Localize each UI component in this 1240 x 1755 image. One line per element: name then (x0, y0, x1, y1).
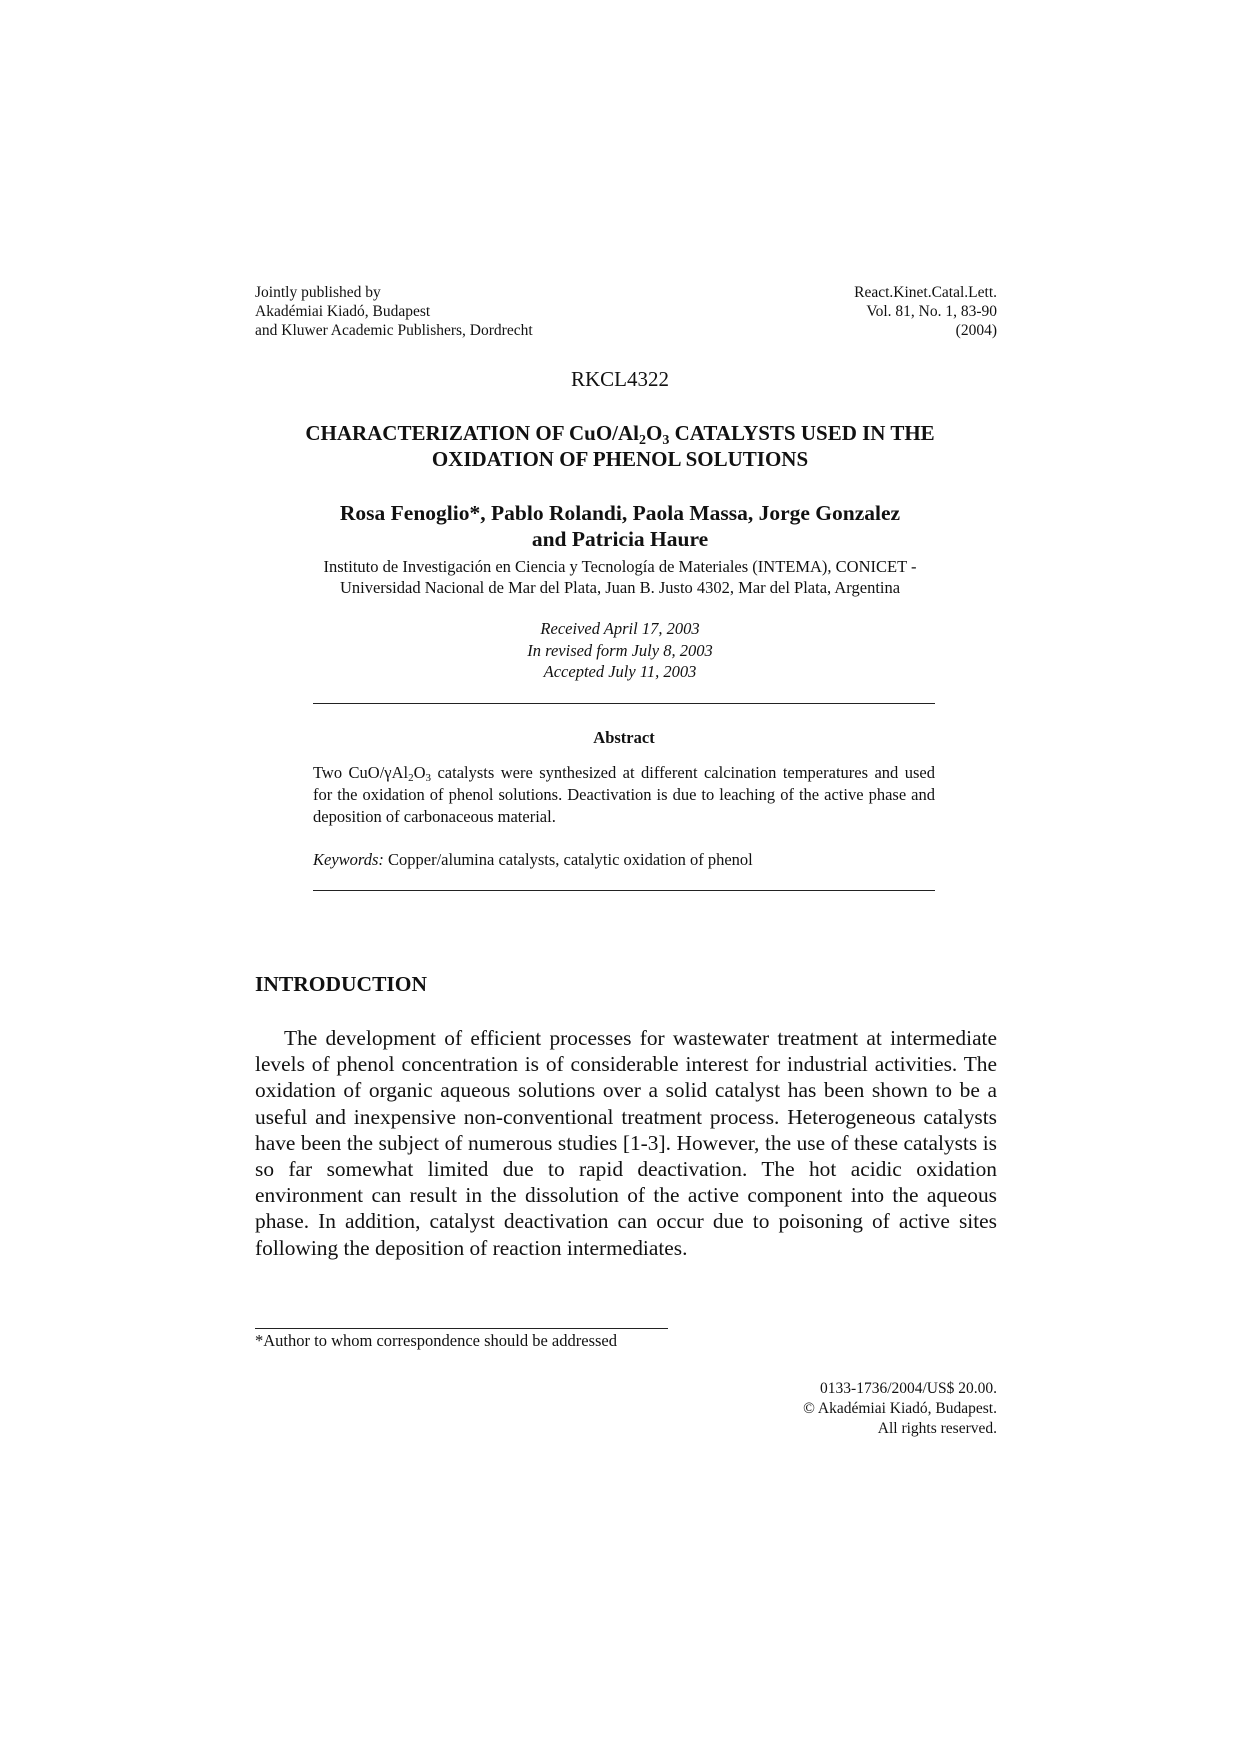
title-subscript: 2 (639, 433, 647, 448)
abstract-subscript: 3 (425, 772, 432, 784)
affiliation-line: Instituto de Investigación en Ciencia y Tecnología de Materiales (INTEMA), CONICET - (323, 557, 917, 576)
title-line-1 (200, 420, 1040, 446)
keywords (313, 849, 935, 871)
title-subscript: 3 (662, 433, 670, 448)
received-date: Received April 17, 2003 (540, 619, 700, 638)
abstract-subscript: 2 (408, 772, 414, 784)
journal-line: (2004) (955, 322, 997, 339)
publisher-line: Akadémiai Kiadó, Budapest (255, 303, 431, 320)
title-text: CHARACTERIZATION OF CuO/Al (305, 421, 640, 445)
authors (200, 500, 1040, 552)
copyright-notice (700, 1379, 997, 1439)
keywords-label: Keywords: (313, 850, 384, 869)
title-text: CATALYSTS USED IN THE (669, 421, 935, 445)
affiliation (200, 556, 1040, 598)
abstract-top-rule (313, 703, 935, 704)
abstract-heading: Abstract (593, 728, 655, 747)
publisher-line: and Kluwer Academic Publishers, Dordrecht (255, 322, 533, 339)
title-line-2: OXIDATION OF PHENOL SOLUTIONS (431, 447, 809, 471)
abstract-segment: O (413, 763, 426, 782)
revised-date: In revised form July 8, 2003 (527, 640, 713, 660)
abstract-segment: Two CuO/γAl (313, 763, 409, 782)
footnote: *Author to whom correspondence should be addressed (255, 1331, 617, 1350)
authors-line: Rosa Fenoglio*, Pablo Rolandi, Paola Massa, Jorge Gonzalez (339, 501, 901, 525)
accepted-date: Accepted July 11, 2003 (543, 662, 697, 681)
journal-line: Vol. 81, No. 1, 83-90 (866, 303, 997, 320)
manuscript-dates (200, 618, 1040, 683)
keywords-text: Copper/alumina catalysts, catalytic oxidation of phenol (383, 850, 753, 869)
abstract-segment: catalysts were synthesized at different calcination temperatures and used for the oxidation of phenol solutions. Deactivation is due to leaching of the active phase and deposition of carbonaceous material. (313, 763, 935, 826)
section-heading-introduction: INTRODUCTION (255, 972, 428, 996)
journal-info (700, 283, 997, 340)
abstract-bottom-rule (313, 890, 935, 891)
abstract-text (313, 762, 935, 828)
copyright-line: 0133-1736/2004/US$ 20.00. (820, 1380, 997, 1397)
affiliation-line: Universidad Nacional de Mar del Plata, Juan B. Justo 4302, Mar del Plata, Argentina (339, 578, 901, 597)
copyright-line: All rights reserved. (877, 1420, 997, 1437)
footnote-rule (255, 1328, 668, 1329)
copyright-line: © Akadémiai Kiadó, Budapest. (803, 1400, 997, 1417)
introduction-paragraph: The development of efficient processes for wastewater treatment at intermediate levels of phenol concentration is of considerable interest for industrial activities. The oxidation of organic aqueous solutions over a solid catalyst has been shown to be a useful and inexpensive non-conventional treatment process. Heterogeneous catalysts have been the subject of numerous studies [1-3]. However, the use of these catalysts is so far somewhat limited due to rapid deactivation. The hot acidic oxidation environment can result in the dissolution of the active component into the aqueous phase. In addition, catalyst deactivation can occur due to poisoning of active sites following the deposition of reaction intermediates. (255, 1026, 997, 1260)
authors-line: and Patricia Haure (531, 527, 709, 551)
publisher-info (255, 283, 675, 340)
publisher-line: Jointly published by (255, 284, 381, 301)
paper-title (200, 420, 1040, 472)
paper-code: RKCL4322 (570, 367, 669, 391)
journal-line: React.Kinet.Catal.Lett. (854, 284, 997, 301)
title-text: O (646, 421, 663, 445)
